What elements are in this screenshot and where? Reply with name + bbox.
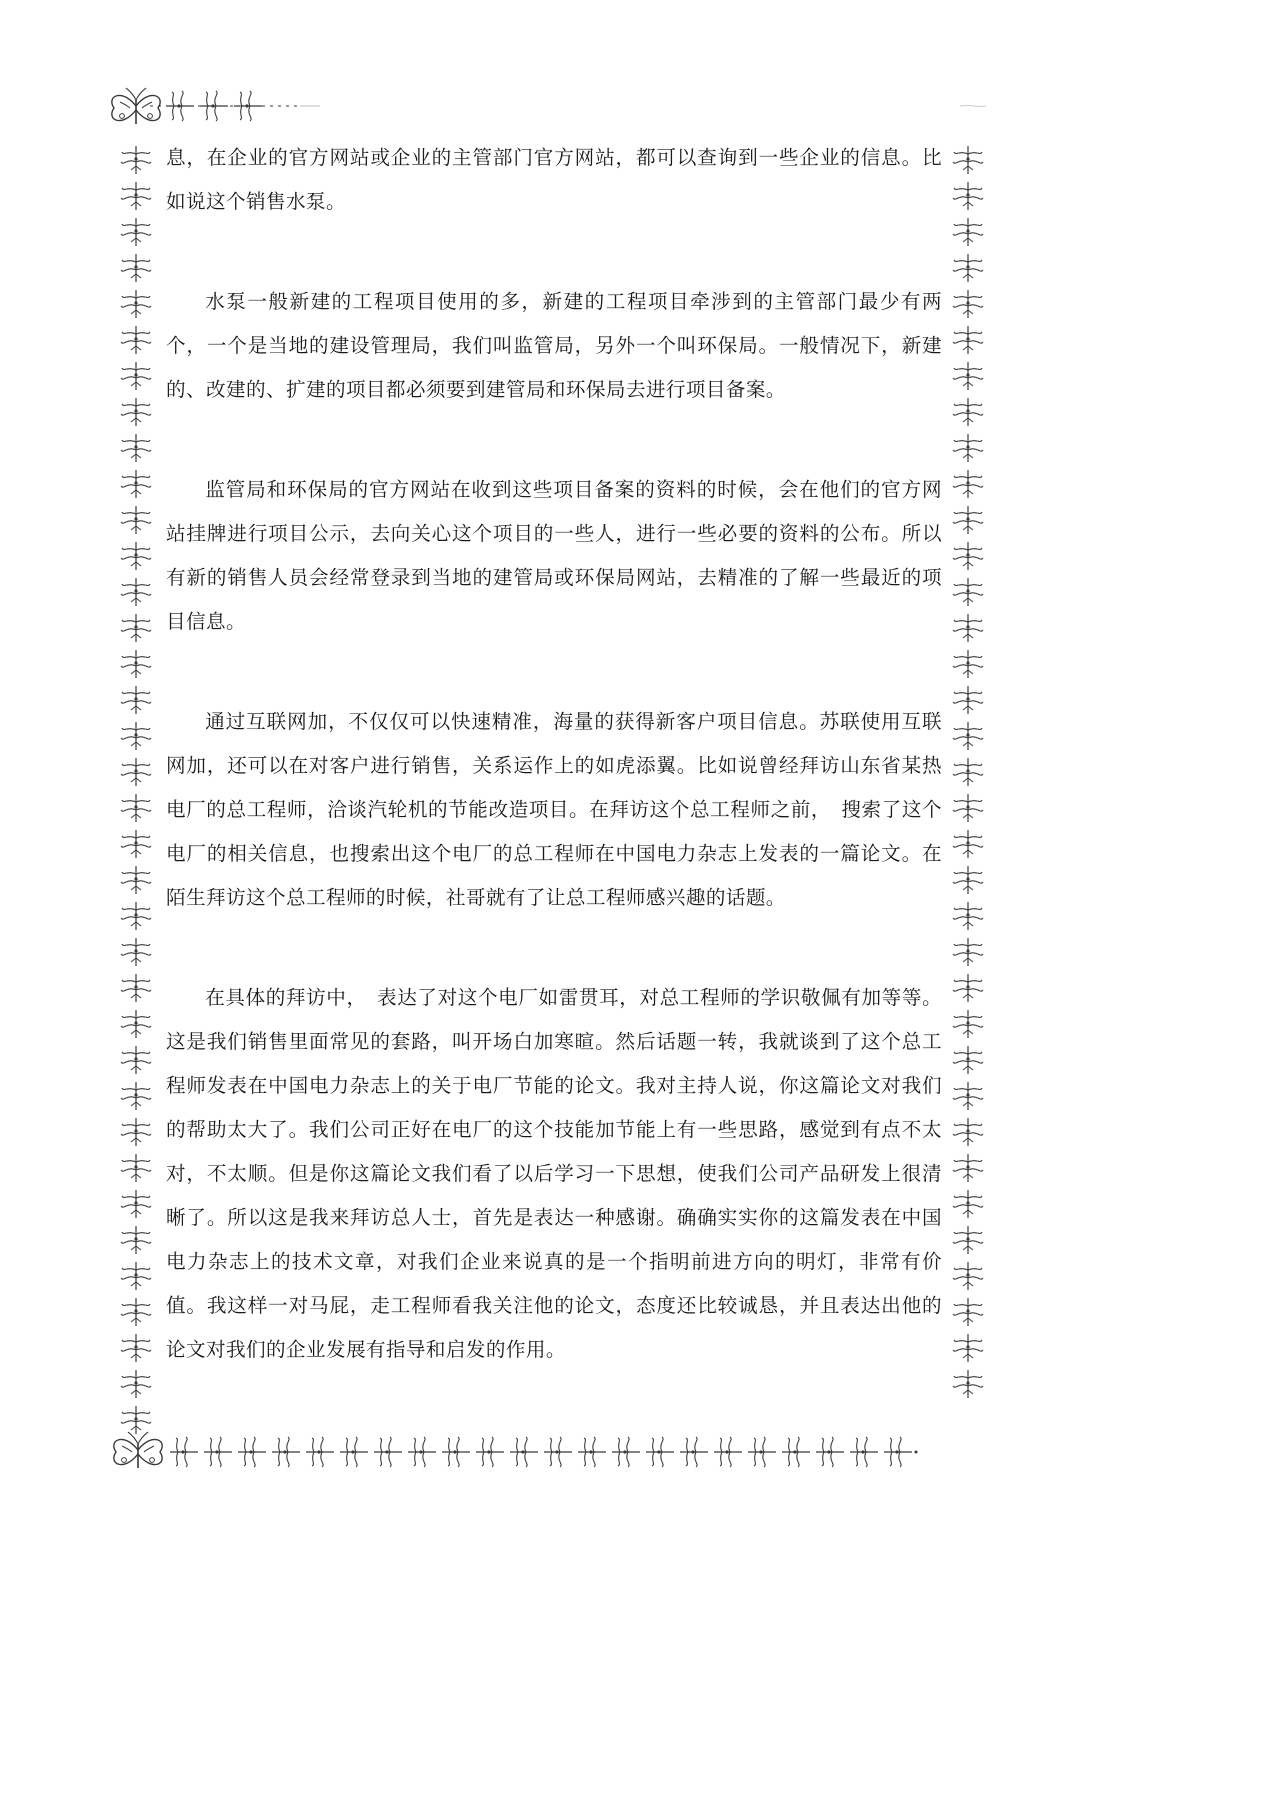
paragraph-4: 通过互联网加，不仅仅可以快速精准，海量的获得新客户项目信息。苏联使用互联网加，还可以在对客户进行销售，关系运作上的如虎添翼。比如说曾经拜访山东省某热电厂的总工程师，洽谈汽轮机的节能改造项目。在拜访这个总工程师之前， 搜索了这个电厂的相关信息，也搜索出这个电厂的总工程师在中国电力杂志上发表的一篇论文。在陌生拜访这个总工程师的时候，社哥就有了让总工程师感兴趣的话题。 [166, 710, 942, 909]
top-border [150, 91, 986, 121]
document-body [166, 136, 942, 1372]
bottom-border [170, 1437, 918, 1467]
paragraph-3: 监管局和环保局的官方网站在收到这些项目备案的资料的时候，会在他们的官方网站挂牌进行项目公示，去向关心这个项目的一些人，进行一些必要的资料的公布。所以有新的销售人员会经常登录到当地的建管局或环保局网站，去精准的了解一些最近的项目信息。 [166, 478, 942, 633]
right-border [953, 146, 983, 1398]
left-border [121, 146, 151, 1434]
paragraph-5: 在具体的拜访中， 表达了对这个电厂如雷贯耳，对总工程师的学识敬佩有加等等。这是我们销售里面常见的套路，叫开场白加寒暄。然后话题一转，我就谈到了这个总工程师发表在中国电力杂志上的关于电厂节能的论文。我对主持人说，你这篇论文对我们的帮助太大了。我们公司正好在电厂的这个技能加节能上有一些思路，感觉到有点不太对，不太顺。但是你这篇论文我们看了以后学习一下思想，使我们公司产品研发上很清晰了。所以这是我来拜访总人士，首先是表达一种感谢。确确实实你的这篇发表在中国电力杂志上的技术文章，对我们企业来说真的是一个指明前进方向的明灯，非常有价值。我这样一对马屁，走工程师看我关注他的论文，态度还比较诚恳，并且表达出他的论文对我们的企业发展有指导和启发的作用。 [166, 986, 942, 1361]
corner-bottom-left-icon [114, 1432, 162, 1468]
paragraph-1: 息，在企业的官方网站或企业的主管部门官方网站，都可以查询到一些企业的信息。比如说这个销售水泵。 [166, 146, 942, 213]
paragraph-2: 水泵一般新建的工程项目使用的多，新建的工程项目牵涉到的主管部门最少有两个，一个是当地的建设管理局，我们叫监管局，另外一个叫环保局。一般情况下，新建的、改建的、扩建的项目都必须要到建管局和环保局去进行项目备案。 [166, 290, 942, 401]
